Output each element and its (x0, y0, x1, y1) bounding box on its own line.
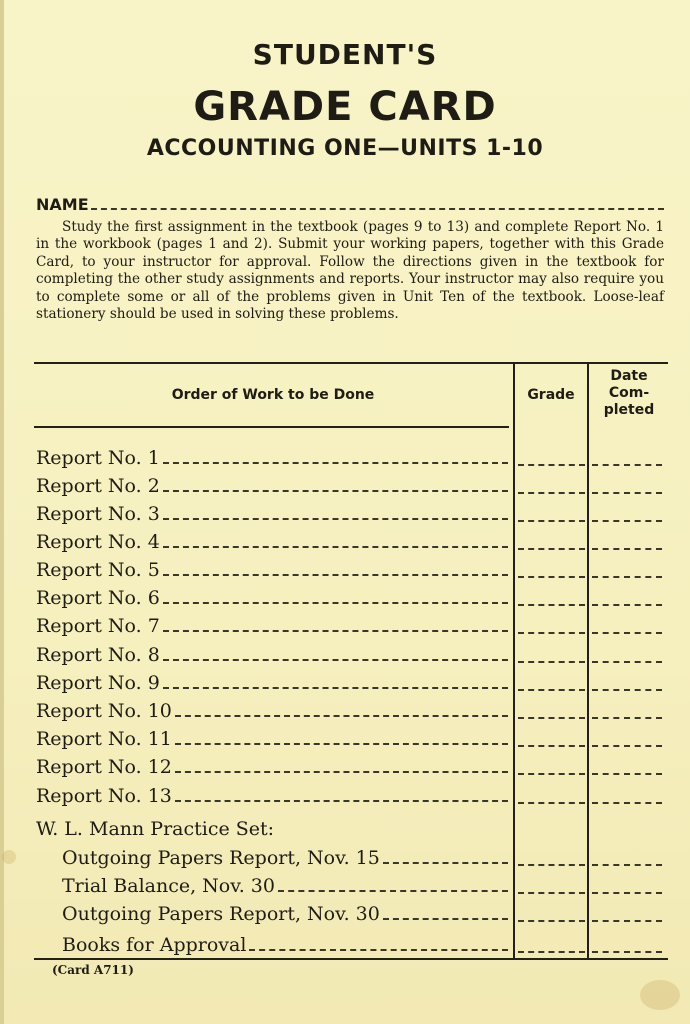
date-cell[interactable] (592, 715, 662, 719)
date-cell[interactable] (592, 890, 662, 894)
work-row-label: Report No. 7 (36, 615, 160, 637)
work-row (36, 724, 508, 750)
dotted-leader (383, 918, 508, 920)
work-row-label: Report No. 8 (36, 644, 160, 666)
work-row (36, 640, 508, 666)
dotted-leader (163, 490, 508, 492)
dotted-leader (175, 715, 508, 717)
dotted-leader (163, 602, 508, 604)
work-row-label: Report No. 11 (36, 728, 172, 750)
work-row-label: Report No. 4 (36, 531, 160, 553)
work-row (36, 499, 508, 525)
paper-stain (640, 980, 680, 1010)
grade-cell[interactable] (518, 800, 585, 804)
title-course: ACCOUNTING ONE—UNITS 1-10 (146, 136, 544, 161)
column-header-date (589, 368, 669, 419)
column-header-grade: Grade (527, 387, 575, 403)
date-cell[interactable] (592, 771, 662, 775)
paper-stain (2, 850, 16, 864)
grade-cell[interactable] (518, 918, 585, 922)
work-row (36, 583, 508, 609)
grade-cell[interactable] (518, 743, 585, 747)
name-label: NAME (36, 195, 89, 214)
work-row-label: Trial Balance, Nov. 30 (62, 875, 275, 897)
work-row-label: Report No. 2 (36, 475, 160, 497)
instructions-paragraph: Study the first assignment in the textbook (pages 9 to 13) and complete Report No. 1 in the workbook (pages 1 and 2). Submit your working papers, together with this Grade Card, to your instructor for approval. Follow the directions given in the textbook for completing the other study assignments and reports. Your instructor may also require you to complete some or all of the problems given in Unit Ten of the textbook. Loose-leaf stationery should be used in solving these problems. (36, 219, 664, 323)
work-row-label: Report No. 5 (36, 559, 160, 581)
grade-cell[interactable] (518, 771, 585, 775)
grade-cell[interactable] (518, 862, 585, 866)
dotted-leader (175, 743, 508, 745)
dotted-leader (175, 771, 508, 773)
work-row-label: Outgoing Papers Report, Nov. 15 (62, 847, 380, 869)
work-row (36, 471, 508, 497)
grade-cell[interactable] (518, 490, 585, 494)
work-row (62, 843, 508, 869)
column-header-date-line1: Date (610, 368, 648, 384)
work-row-label: Outgoing Papers Report, Nov. 30 (62, 903, 380, 925)
name-field[interactable] (36, 190, 664, 214)
work-row-label: Report No. 6 (36, 587, 160, 609)
date-cell[interactable] (592, 659, 662, 663)
work-row (36, 668, 508, 694)
dotted-leader (163, 546, 508, 548)
grade-cell[interactable] (518, 630, 585, 634)
grade-cell[interactable] (518, 949, 585, 953)
work-row (36, 555, 508, 581)
date-cell[interactable] (592, 630, 662, 634)
grade-cell[interactable] (518, 546, 585, 550)
work-row (62, 871, 508, 897)
dotted-leader (278, 890, 508, 892)
column-header-date-line3: pleted (603, 402, 655, 418)
work-row (36, 781, 508, 807)
date-cell[interactable] (592, 800, 662, 804)
work-row (36, 443, 508, 469)
name-blank-line[interactable] (91, 207, 664, 210)
dotted-leader (383, 862, 508, 864)
date-cell[interactable] (592, 918, 662, 922)
date-cell[interactable] (592, 862, 662, 866)
dotted-leader (163, 659, 508, 661)
work-row (36, 752, 508, 778)
dotted-leader (175, 800, 508, 802)
column-header-order: Order of Work to be Done (171, 387, 375, 403)
dotted-leader (163, 518, 508, 520)
grade-cell[interactable] (518, 687, 585, 691)
work-row (62, 899, 508, 925)
date-cell[interactable] (592, 949, 662, 953)
table-header-rule (34, 426, 509, 428)
column-divider-grade (513, 363, 515, 959)
date-cell[interactable] (592, 602, 662, 606)
date-cell[interactable] (592, 490, 662, 494)
work-row (36, 611, 508, 637)
date-cell[interactable] (592, 546, 662, 550)
practice-set-heading-label: W. L. Mann Practice Set: (36, 818, 275, 840)
work-row-label: Report No. 13 (36, 785, 172, 807)
table-top-rule (34, 362, 668, 364)
work-row-label: Report No. 1 (36, 447, 160, 469)
grade-cell[interactable] (518, 659, 585, 663)
title-students: STUDENT'S (252, 38, 438, 71)
grade-cell[interactable] (518, 715, 585, 719)
grade-cell[interactable] (518, 574, 585, 578)
date-cell[interactable] (592, 687, 662, 691)
work-row (36, 696, 508, 722)
column-divider-date (587, 363, 589, 959)
grade-cell[interactable] (518, 462, 585, 466)
date-cell[interactable] (592, 743, 662, 747)
dotted-leader (163, 630, 508, 632)
title-grade-card: GRADE CARD (193, 84, 497, 130)
dotted-leader (163, 462, 508, 464)
grade-cell[interactable] (518, 602, 585, 606)
practice-set-heading (36, 814, 508, 840)
card-number: (Card A711) (52, 963, 134, 977)
work-row-label: Books for Approval (62, 934, 247, 956)
table-bottom-rule (34, 958, 668, 960)
work-row (62, 930, 508, 956)
work-row-label: Report No. 9 (36, 672, 160, 694)
work-row-label: Report No. 3 (36, 503, 160, 525)
grade-cell[interactable] (518, 518, 585, 522)
date-cell[interactable] (592, 518, 662, 522)
dotted-leader (163, 574, 508, 576)
dotted-leader (249, 949, 508, 951)
work-row-label: Report No. 12 (36, 756, 172, 778)
grade-cell[interactable] (518, 890, 585, 894)
work-row-label: Report No. 10 (36, 700, 172, 722)
work-row (36, 527, 508, 553)
dotted-leader (163, 687, 508, 689)
date-cell[interactable] (592, 574, 662, 578)
column-header-date-line2: Com- (608, 385, 650, 401)
date-cell[interactable] (592, 462, 662, 466)
